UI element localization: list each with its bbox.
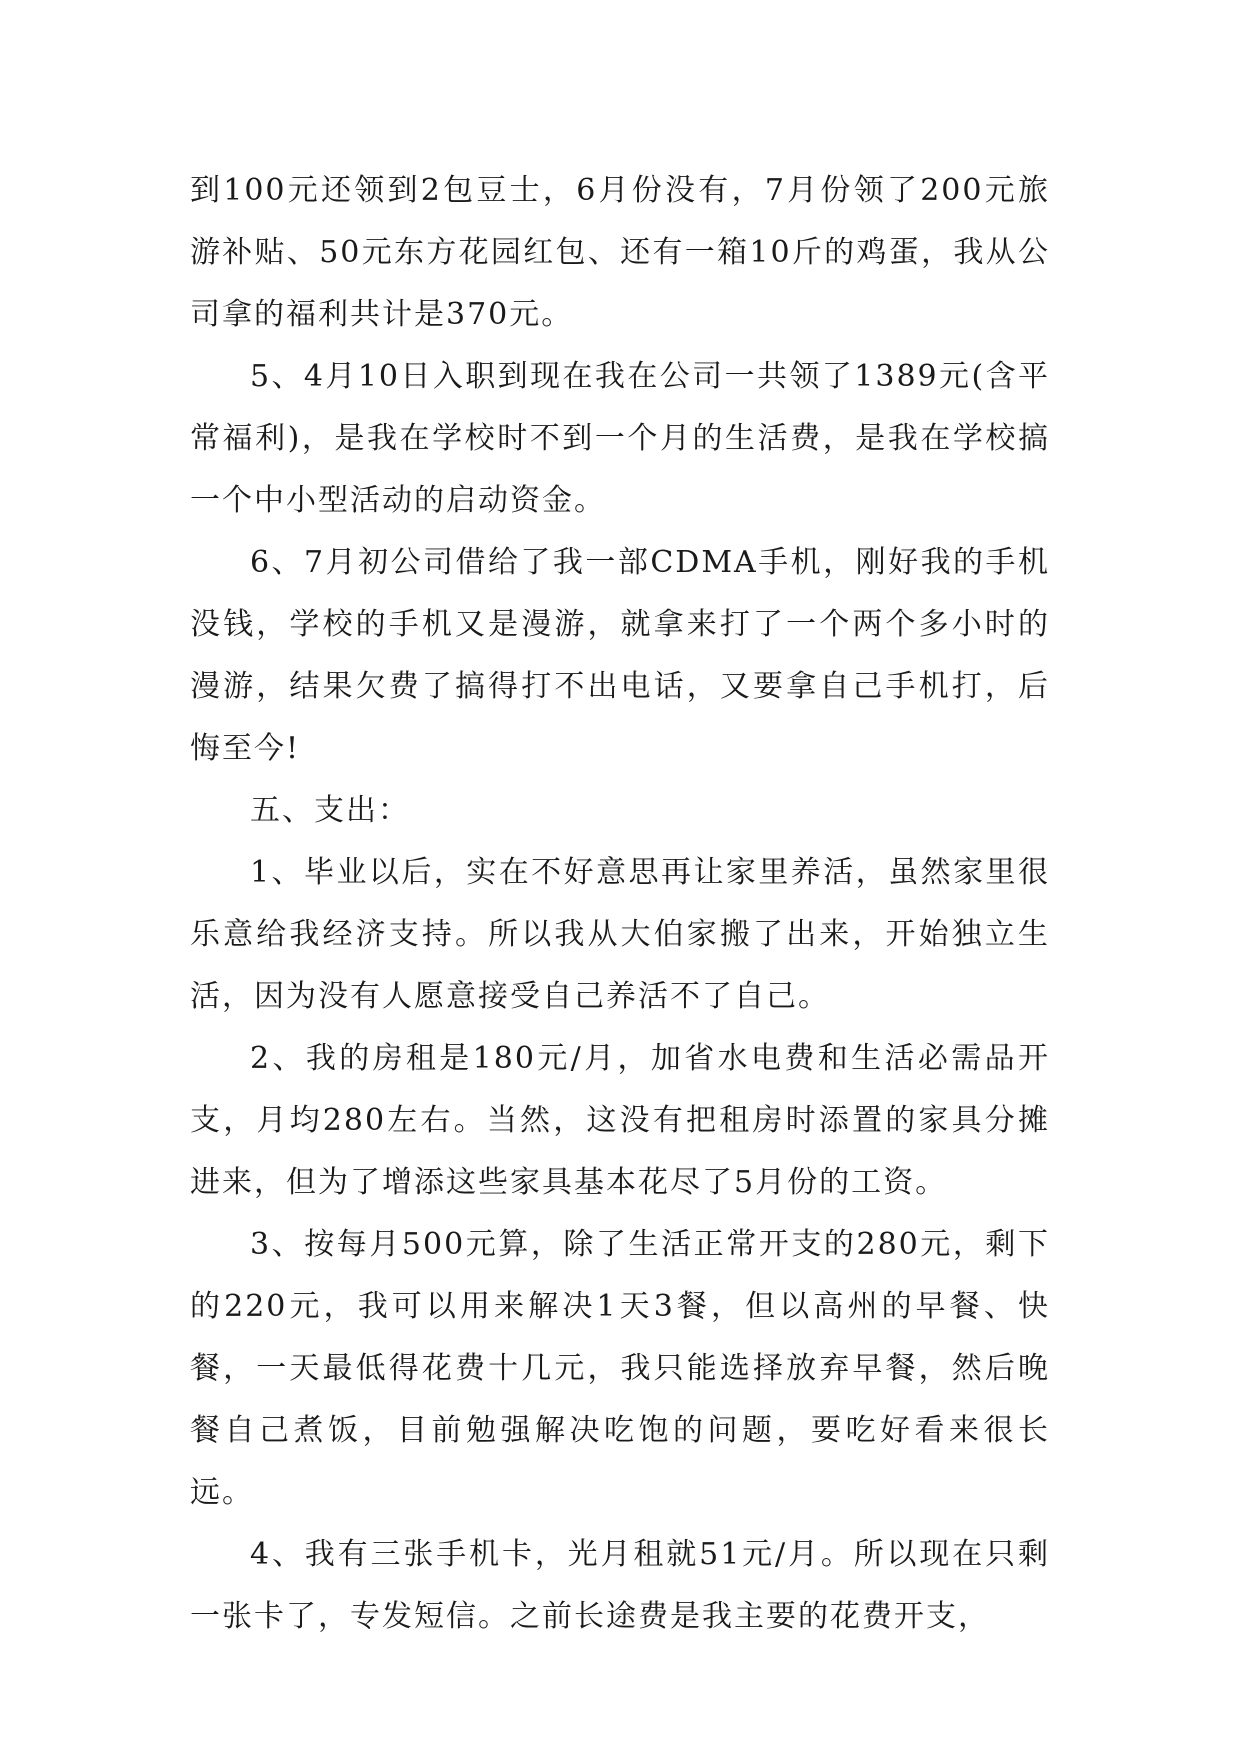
paragraph-item-5-income: 5、4月10日入职到现在我在公司一共领了1389元(含平常福利)，是我在学校时不到一个月的生活费，是我在学校搞一个中小型活动的启动资金。	[190, 359, 1050, 518]
paragraph-expense-4: 4、我有三张手机卡，光月租就51元/月。所以现在只剩一张卡了，专发短信。之前长途费是我主要的花费开支，	[190, 1537, 1050, 1634]
section-heading-expenses: 五、支出：	[250, 793, 410, 828]
paragraph-item-6-phone: 6、7月初公司借给了我一部CDMA手机，刚好我的手机没钱，学校的手机又是漫游，就拿来打了一个两个多小时的漫游，结果欠费了搞得打不出电话，又要拿自己手机打，后悔至今!	[190, 545, 1050, 766]
paragraph-expense-1: 1、毕业以后，实在不好意思再让家里养活，虽然家里很乐意给我经济支持。所以我从大伯家搬了出来，开始独立生活，因为没有人愿意接受自己养活不了自己。	[190, 855, 1050, 1014]
document-body	[190, 160, 1050, 1648]
paragraph-expense-2: 2、我的房租是180元/月，加省水电费和生活必需品开支，月均280左右。当然，这没有把租房时添置的家具分摊进来，但为了增添这些家具基本花尽了5月份的工资。	[190, 1041, 1050, 1200]
paragraph-expense-3: 3、按每月500元算，除了生活正常开支的280元，剩下的220元，我可以用来解决1天3餐，但以高州的早餐、快餐，一天最低得花费十几元，我只能选择放弃早餐，然后晚餐自己煮饭，目前勉强解决吃饱的问题，要吃好看来很长远。	[190, 1227, 1050, 1510]
paragraph-welfare-continued: 到100元还领到2包豆士，6月份没有，7月份领了200元旅游补贴、50元东方花园红包、还有一箱10斤的鸡蛋，我从公司拿的福利共计是370元。	[190, 173, 1050, 332]
